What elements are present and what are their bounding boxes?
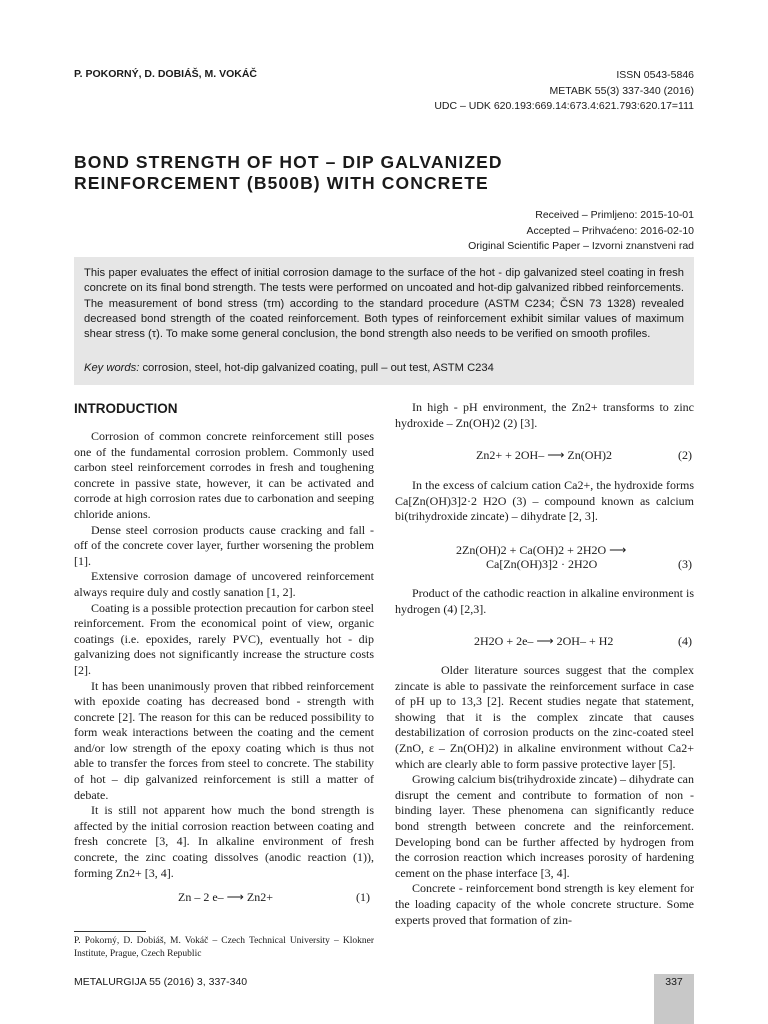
paragraph: Concrete - reinforcement bond strength is key element for the loading capacity of the whole concrete structure. Some experts proved that formation of zin- bbox=[395, 881, 694, 927]
paragraph: Product of the cathodic reaction in alkaline environment is hydrogen (4) [2,3]. bbox=[395, 586, 694, 616]
paragraph: Older literature sources suggest that the complex zincate is able to passivate the reinforcement surface in case of pH up to 13,3 [2]. Recent studies negate that statement, showing that it is the complex zincate that causes destabilization of corrosion products on the zinc-coated steel (ZnO, ε – Zn(OH)2) in alkaline environment without Ca2+ which are clearly able to form passive protective layer [5]. bbox=[395, 663, 694, 771]
udc-code: UDC – UDK 620.193:669.14:673.4:621.793:620.17=111 bbox=[434, 100, 694, 112]
authors-header: P. POKORNÝ, D. DOBIÁŠ, M. VOKÁČ bbox=[74, 68, 257, 80]
title-line-2: REINFORCEMENT (B500B) WITH CONCRETE bbox=[74, 173, 489, 193]
title-line-1: BOND STRENGTH OF HOT – DIP GALVANIZED bbox=[74, 152, 503, 172]
section-heading-introduction: INTRODUCTION bbox=[74, 401, 178, 416]
equation-1-number: (1) bbox=[356, 890, 370, 904]
equation-4: 2H2O + 2e– ⟶ 2OH– + H2 bbox=[474, 634, 614, 648]
paragraph: In high - pH environment, the Zn2+ transforms to zinc hydroxide – Zn(OH)2 (2) [3]. bbox=[395, 400, 694, 430]
equation-3-number: (3) bbox=[678, 557, 692, 571]
author-affiliation-footnote: P. Pokorný, D. Dobiáš, M. Vokáč – Czech Technical University – Klokner Institute, Prague, Czech Republic bbox=[74, 936, 374, 959]
equation-1: Zn – 2 e– ⟶ Zn2+ bbox=[178, 890, 273, 904]
keywords-list: corrosion, steel, hot-dip galvanized coating, pull – out test, ASTM C234 bbox=[142, 362, 494, 374]
received-date: Received – Primljeno: 2015-10-01 bbox=[535, 209, 694, 221]
equation-3-line-1: 2Zn(OH)2 + Ca(OH)2 + 2H2O ⟶ bbox=[456, 543, 627, 557]
column-right bbox=[395, 400, 694, 431]
page-number: 337 bbox=[665, 976, 683, 988]
paragraph: It is still not apparent how much the bond strength is affected by the initial corrosion reaction between coating and fresh concrete [3, 4]. In alkaline environment of fresh concrete, the zinc coating dissolves (anodic reaction (1)), forming Zn2+ [3, 4]. bbox=[74, 803, 374, 880]
paragraph: Growing calcium bis(trihydroxide zincate) – dihydrate can disrupt the cement and contribute to formation of non - binding layer. These phenomena can significantly reduce bond strength between concrete and the reinforcement. Developing bond can be further affected by hydrogen from the corrosion reaction which increases porosity of hardening cement on the phase interface [3, 4]. bbox=[395, 772, 694, 880]
accepted-date: Accepted – Prihvaćeno: 2016-02-10 bbox=[526, 224, 694, 237]
equation-4-number: (4) bbox=[678, 634, 692, 648]
keywords bbox=[84, 361, 684, 376]
equation-2: Zn2+ + 2OH– ⟶ Zn(OH)2 bbox=[476, 448, 613, 462]
paragraph: In the excess of calcium cation Ca2+, the hydroxide forms Ca[Zn(OH)3]2·2 H2O (3) – compound known as calcium bi(trihydroxide zincate) – dihydrate [2, 3]. bbox=[395, 478, 694, 524]
paragraph: Dense steel corrosion products cause cracking and fall - off of the concrete cover layer, further worsening the problem [1]. bbox=[74, 522, 374, 568]
equation-3-line-2: Ca[Zn(OH)3]2 · 2H2O bbox=[486, 557, 598, 571]
journal-footer: METALURGIJA 55 (2016) 3, 337-340 bbox=[74, 976, 248, 988]
paragraph: Coating is a possible protection precaution for carbon steel reinforcement. From the economical point of view, organic coatings (i.e. epoxides, rarely PVC), eventually hot - dip galvanizing does not significantly increase the structure costs [2]. bbox=[74, 600, 374, 677]
journal-reference: METABK 55(3) 337-340 (2016) bbox=[549, 84, 694, 97]
column-right-block-3 bbox=[395, 586, 694, 617]
keywords-label: Key words: bbox=[84, 362, 140, 374]
paper-type: Original Scientific Paper – Izvorni znanstveni rad bbox=[468, 240, 694, 252]
column-right-block-2 bbox=[395, 478, 694, 525]
abstract-text: This paper evaluates the effect of initial corrosion damage to the surface of the hot - dip galvanized steel coating in fresh concrete on its final bond strength. The tests were performed on uncoated and hot-dip galvanized ribbed reinforcements. The measurement of bond stress (τm) according to the standard procedure (ASTM C234; ČSN 73 1328) revealed decreased bond strength of the coated reinforcement. Both types of reinforcement exhibit similar values of maximum shear stress (τ). To make some general conclusion, the bond strength also needs to be verified on smooth profiles. bbox=[84, 267, 684, 341]
publication-meta bbox=[434, 68, 694, 115]
footnote-rule bbox=[74, 931, 146, 932]
paragraph: Extensive corrosion damage of uncovered reinforcement always require duly and costly sanation [1, 2]. bbox=[74, 569, 374, 599]
issn: ISSN 0543-5846 bbox=[616, 69, 694, 81]
column-left bbox=[74, 429, 374, 881]
paragraph: It has been unanimously proven that ribbed reinforcement with epoxide coating has decreased bond - strength with concrete [2]. The reason for this can be reduced possibility to form weak interactions between the coating and the cement and/or low strength of the epoxy coating which is thus not able to transfer the forces from steel to concrete. The stability of hot – dip galvanized reinforcement is still a matter of debate. bbox=[74, 678, 374, 802]
equation-2-number: (2) bbox=[678, 448, 692, 462]
paragraph: Corrosion of common concrete reinforcement still poses one of the fundamental corrosion problem. Commonly used carbon steel reinforcement corrodes in fresh and toughening concrete in passive state, however, it can be activated and corrode at high corrosion rates due to carbonation and seeping chloride anions. bbox=[74, 429, 374, 521]
column-right-block-4 bbox=[395, 663, 694, 928]
paper-title bbox=[74, 152, 694, 194]
submission-dates bbox=[468, 208, 694, 255]
